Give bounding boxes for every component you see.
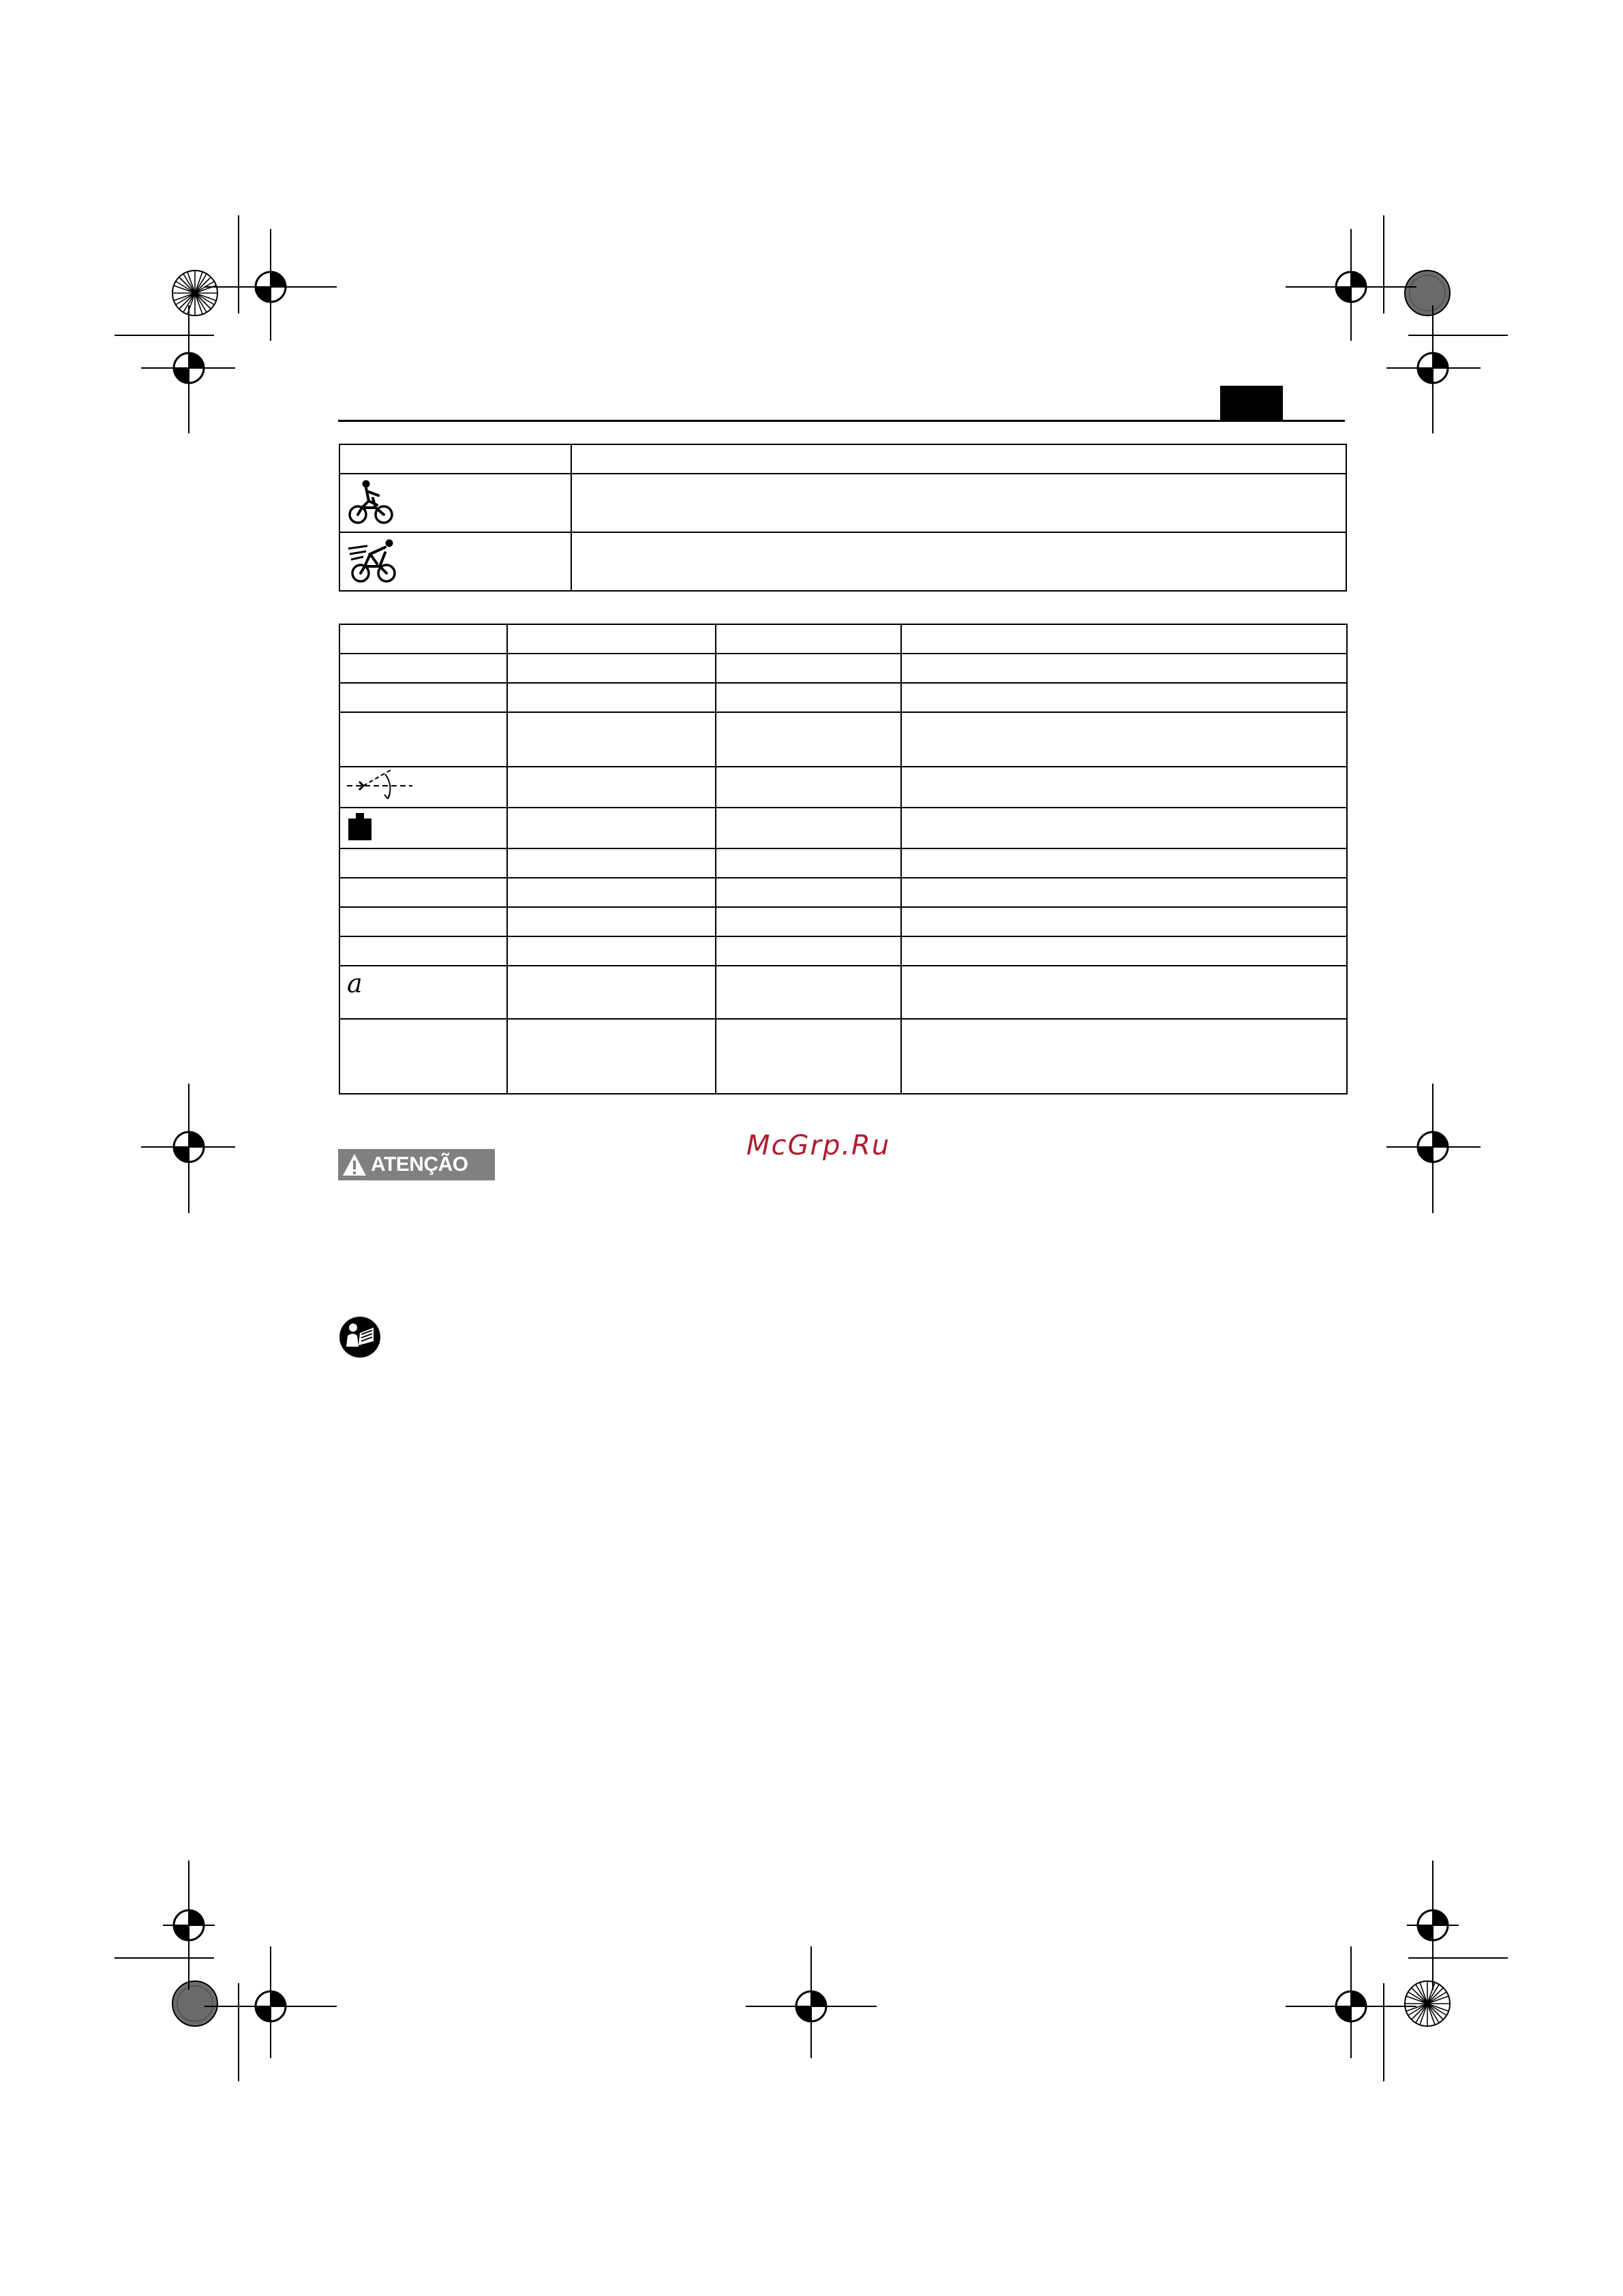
table-row bbox=[339, 907, 1347, 936]
alpha-symbol: a bbox=[347, 968, 363, 998]
description-cell bbox=[571, 532, 1346, 591]
weight-icon bbox=[347, 812, 373, 842]
warning-triangle-icon bbox=[342, 1153, 367, 1176]
read-manual-icon bbox=[338, 1315, 382, 1359]
grey-circle-icon bbox=[1405, 271, 1450, 316]
cyclist-upright-icon bbox=[347, 478, 395, 525]
header-rule bbox=[338, 420, 1345, 422]
angle-icon bbox=[347, 769, 412, 803]
symbol-cell bbox=[339, 767, 507, 808]
table-row bbox=[339, 712, 1347, 767]
symbol-table bbox=[339, 444, 1347, 592]
starburst-target-icon bbox=[1405, 1981, 1450, 2026]
warning-label bbox=[338, 1149, 495, 1180]
table-row bbox=[339, 532, 1346, 591]
table-row bbox=[339, 767, 1347, 808]
grey-circle-icon bbox=[172, 1981, 217, 2026]
table-row bbox=[339, 654, 1347, 683]
symbol-cell bbox=[339, 808, 507, 848]
symbol-table-header bbox=[339, 444, 1346, 474]
table-row bbox=[339, 936, 1347, 966]
symbol-header-cell bbox=[339, 444, 571, 474]
table-row bbox=[339, 624, 1347, 654]
symbol-cell bbox=[339, 474, 571, 532]
table-row bbox=[339, 808, 1347, 848]
watermark-text: McGrp.Ru bbox=[746, 1130, 891, 1161]
symbol-cell bbox=[339, 966, 507, 1019]
starburst-target-icon bbox=[172, 271, 217, 316]
table-row bbox=[339, 1019, 1347, 1094]
table-row bbox=[339, 848, 1347, 878]
table-row bbox=[339, 966, 1347, 1019]
table-row bbox=[339, 474, 1346, 532]
spec-table bbox=[339, 624, 1348, 1095]
table-row bbox=[339, 878, 1347, 907]
symbol-cell bbox=[339, 532, 571, 591]
description-cell bbox=[571, 474, 1346, 532]
warning-text: ATENÇÃO bbox=[371, 1153, 468, 1176]
cyclist-racing-icon bbox=[347, 536, 399, 584]
language-tab bbox=[1220, 386, 1283, 420]
table-row bbox=[339, 683, 1347, 712]
description-header-cell bbox=[571, 444, 1346, 474]
